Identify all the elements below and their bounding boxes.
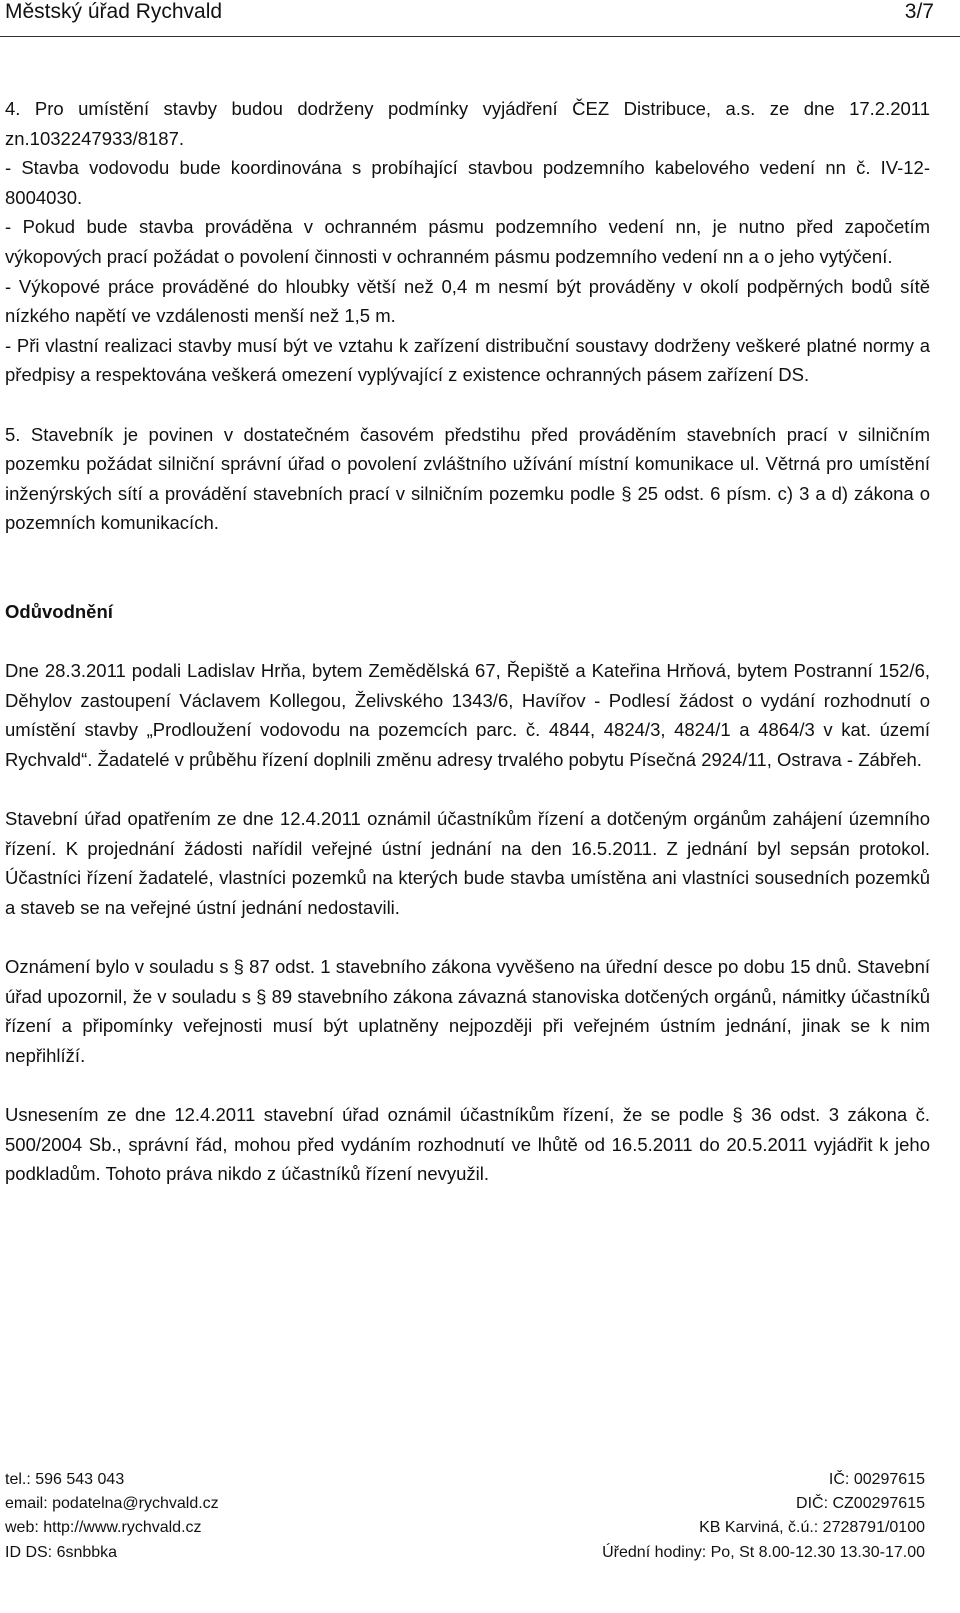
footer-email[interactable]: email: podatelna@rychvald.cz (5, 1495, 219, 1513)
page-footer (5, 1468, 925, 1565)
condition-4-excavation: - Výkopové práce prováděné do hloubky větší než 0,4 m nesmí být prováděny v okolí podpěrných bodů sítě nízkého napětí ve vzdálenosti menší než 1,5 m. (5, 275, 930, 327)
condition-4-protection-zone: - Pokud bude stavba prováděna v ochranném pásmu podzemního vedení nn, je nutno před započetím výkopových prací požádat o povolení činnosti v ochranném pásmu podzemního vedení nn a o jeho vytýčení. (5, 216, 930, 267)
footer-dic: DIČ: CZ00297615 (796, 1495, 925, 1513)
condition-4-intro: 4. Pro umístění stavby budou dodrženy podmínky vyjádření ČEZ Distribuce, a.s. ze dne 17.2.2011 zn.1032247933/8187. (5, 98, 930, 149)
justification-paragraph-3: Oznámení bylo v souladu s § 87 odst. 1 stavebního zákona vyvěšeno na úřední desce po dobu 15 dnů. Stavební úřad upozornil, že v souladu s § 89 stavebního zákona závazná stanoviska dotčených orgánů, námitky účastníků řízení a připomínky veřejnosti musí být uplatněny nejpozději při veřejném ústním jednání, jinak se k nim nepřihlíží. (5, 956, 930, 1066)
office-name: Městský úřad Rychvald (5, 0, 223, 23)
footer-hours: Úřední hodiny: Po, St 8.00-12.30 13.30-17.00 (602, 1543, 925, 1561)
footer-bank: KB Karviná, č.ú.: 2728791/0100 (699, 1519, 925, 1537)
document-body (5, 94, 930, 1189)
footer-registry-column (602, 1468, 925, 1565)
footer-data-box: ID DS: 6snbbka (5, 1543, 118, 1561)
footer-ic: IČ: 00297615 (828, 1471, 925, 1488)
footer-web[interactable]: web: http://www.rychvald.cz (5, 1519, 202, 1537)
footer-contact-column (5, 1468, 219, 1565)
page-number: 3/7 (904, 0, 934, 23)
condition-5: 5. Stavebník je povinen v dostatečném časovém předstihu před prováděním stavebních prací v silničním pozemku požádat silniční správní úřad o povolení zvláštního užívání místní komunikace ul. Větrná pro umístění inženýrských sítí a provádění stavebních prací v silničním pozemku podle § 25 odst. 6 písm. c) 3 a d) zákona o pozemních komunikacích. (5, 423, 930, 534)
justification-paragraph-4: Usnesením ze dne 12.4.2011 stavební úřad oznámil účastníkům řízení, že se podle § 36 odst. 3 zákona č. 500/2004 Sb., správní řád, mohou před vydáním rozhodnutí ve lhůtě od 16.5.2011 do 20.5.2011 vyjádřit k jeho podkladům. Tohoto práva nikdo z účastníků řízení nevyužil. (5, 1104, 930, 1185)
justification-paragraph-1: Dne 28.3.2011 podali Ladislav Hrňa, bytem Zemědělská 67, Řepiště a Kateřina Hrňová, bytem Postranní 152/6, Děhylov zastoupení Václavem Kollegou, Želivského 1343/6, Havířov - Podlesí žádost o vydání rozhodnutí o umístění stavby „Prodloužení vodovodu na pozemcích parc. č. 4844, 4824/3, 4824/1 a 4864/3 v kat. území Rychvald“. Žadatelé v průběhu řízení doplnili změnu adresy trvalého pobytu Písečná 2924/11, Ostrava - Zábřeh. (5, 660, 930, 770)
justification-paragraph-2: Stavební úřad opatřením ze dne 12.4.2011 oznámil účastníkům řízení a dotčeným orgánům zahájení územního řízení. K projednání žádosti nařídil veřejné ústní jednání na den 16.5.2011. Z jednání byl sepsán protokol. Účastníci řízení žadatelé, vlastníci pozemků na kterých bude stavba umístěna ani vlastníci sousedních pozemků a staveb se na veřejné ústní jednání nedostavili. (5, 808, 930, 918)
header-divider (0, 36, 960, 37)
page-header (5, 0, 934, 36)
section-title-justification: Odůvodnění (5, 600, 113, 622)
condition-4-coordination: - Stavba vodovodu bude koordinována s probíhající stavbou podzemního kabelového vedení nn č. IV-12-8004030. (5, 157, 930, 208)
condition-4-standards: - Při vlastní realizaci stavby musí být ve vztahu k zařízení distribuční soustavy dodrženy veškeré platné normy a předpisy a respektována veškerá omezení vyplývající z existence ochranných pásem zařízení DS. (5, 334, 930, 386)
footer-phone: tel.: 596 543 043 (5, 1471, 125, 1488)
